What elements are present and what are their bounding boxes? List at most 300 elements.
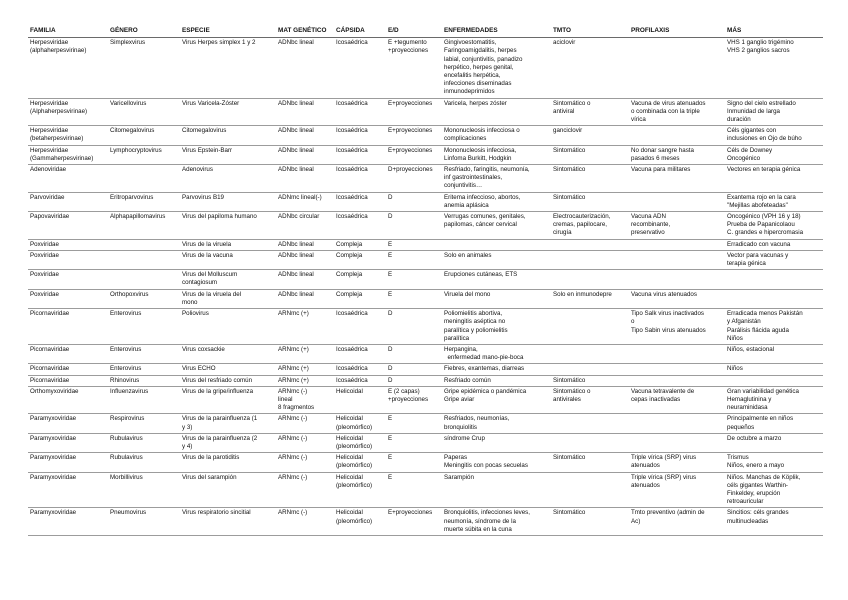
cell-line: Vector para vacunas y xyxy=(727,251,789,259)
cell-line: ADNbc lineal xyxy=(278,251,314,259)
cell-mat-genetico xyxy=(276,270,334,289)
cell-familia xyxy=(28,289,108,308)
cell-tmto xyxy=(551,414,629,433)
cell-line: Respirovirus xyxy=(110,415,145,423)
cell-line: encefalitis herpética, xyxy=(444,72,501,80)
cell-line: Icosaédrica xyxy=(336,213,368,221)
cell-e-d xyxy=(386,453,442,472)
cell-line: (pleomórfico) xyxy=(336,442,373,450)
cell-familia xyxy=(28,192,108,211)
cell-profilaxis xyxy=(629,289,725,308)
cell-genero xyxy=(108,472,180,508)
cell-line: 8 fragmentos xyxy=(278,404,315,412)
cell-profilaxis xyxy=(629,165,725,193)
cell-line: De octubre a marzo xyxy=(727,434,782,442)
cell-tmto xyxy=(551,386,629,414)
cell-enfermedades xyxy=(442,508,551,536)
cell-enfermedades xyxy=(442,212,551,240)
cell-line: Icosaédrica xyxy=(336,39,368,47)
cell-genero xyxy=(108,375,180,386)
cell-enfermedades xyxy=(442,364,551,375)
cell-line: enfermedad mano-pie-boca xyxy=(444,354,524,362)
cell-line: ADNbc lineal xyxy=(278,39,314,47)
cell-enfermedades xyxy=(442,414,551,433)
cell-line: ADNbc lineal xyxy=(278,240,314,248)
cell-capsida xyxy=(334,386,386,414)
table-row xyxy=(28,414,823,433)
cell-mat-genetico xyxy=(276,192,334,211)
cell-line: Virus de la gripe/influenza xyxy=(182,387,254,395)
cell-line: Poliomielitis abortiva, xyxy=(444,310,503,318)
cell-line: Varicela, herpes zóster xyxy=(444,99,507,107)
cell-line: conjuntivitis… xyxy=(444,182,483,190)
table-row xyxy=(28,98,823,126)
cell-line: Tipo Sabin virus atenuados xyxy=(631,326,706,334)
column-header-capsida: CÁPSIDA xyxy=(334,26,386,38)
cell-e-d xyxy=(386,126,442,145)
cell-line: contagiosum xyxy=(182,279,218,287)
table-row xyxy=(28,126,823,145)
cell-line: Citomegalovirus xyxy=(110,127,155,135)
cell-line: E xyxy=(388,454,393,462)
cell-line: E+proyecciones xyxy=(388,146,433,154)
cell-line: ADNbc lineal xyxy=(278,127,314,135)
cell-capsida xyxy=(334,126,386,145)
cell-line: Icosaédrica xyxy=(336,376,368,384)
cell-line: ARNmc (+) xyxy=(278,310,309,318)
cell-line: antiviral xyxy=(553,107,575,115)
table-body xyxy=(28,38,823,536)
cell-genero xyxy=(108,433,180,452)
cell-line: ARNmc (+) xyxy=(278,365,309,373)
cell-line: E +tegumento xyxy=(388,39,427,47)
cell-line: Niños xyxy=(727,365,743,373)
cell-especie xyxy=(180,145,276,164)
table-row xyxy=(28,433,823,452)
cell-genero xyxy=(108,250,180,269)
cell-mat-genetico xyxy=(276,472,334,508)
cell-familia xyxy=(28,375,108,386)
cell-tmto xyxy=(551,344,629,363)
cell-line: Gripe epidémica o pandémica xyxy=(444,387,527,395)
cell-line: Resfriado común xyxy=(444,376,491,384)
cell-line: Helicoidal xyxy=(336,415,363,423)
cell-line: Sintomático xyxy=(553,509,586,517)
column-header-enfermedades: ENFERMEDADES xyxy=(442,26,551,38)
cell-line: Paramyxoviridae xyxy=(30,434,77,442)
cell-line: Finkeldey, erupción xyxy=(727,489,781,497)
cell-line: Herpesviridae xyxy=(30,127,69,135)
cell-line: Virus del sarampión xyxy=(182,473,237,481)
cell-line: Fiebres, exantemas, diarreas xyxy=(444,365,525,373)
cell-line: Herpangina, xyxy=(444,345,478,353)
cell-line: anemia aplásica xyxy=(444,201,489,209)
cell-enfermedades xyxy=(442,344,551,363)
virus-classification-table xyxy=(28,26,823,536)
cell-line: Virus del Molluscum xyxy=(182,271,238,279)
cell-line: Virus Herpes simplex 1 y 2 xyxy=(182,39,256,47)
cell-line: Virus Varicela-Zóster xyxy=(182,99,240,107)
cell-enfermedades xyxy=(442,192,551,211)
cell-line: ADNmc lineal(-) xyxy=(278,193,322,201)
cell-especie xyxy=(180,344,276,363)
cell-line: Sintomático xyxy=(553,166,586,174)
cell-line: D xyxy=(388,365,393,373)
cell-line: Poxviridae xyxy=(30,290,59,298)
cell-capsida xyxy=(334,344,386,363)
cell-profilaxis xyxy=(629,364,725,375)
cell-line: Mononucleosis infecciosa, xyxy=(444,146,517,154)
cell-e-d xyxy=(386,212,442,240)
cell-line: multinucleadas xyxy=(727,517,769,525)
cell-enfermedades xyxy=(442,472,551,508)
cell-line: Parálisis flácida aguda xyxy=(727,326,789,334)
cell-line: Orthopoxvirus xyxy=(110,290,149,298)
cell-line: Triple vírica (SRP) virus xyxy=(631,473,697,481)
table-row xyxy=(28,270,823,289)
cell-line: síndrome Crup xyxy=(444,434,485,442)
cell-especie xyxy=(180,375,276,386)
cell-e-d xyxy=(386,250,442,269)
cell-especie xyxy=(180,239,276,250)
cell-line: Oncogénico (VPH 16 y 18) xyxy=(727,213,801,221)
cell-line: Virus de la parainfluenza (1 xyxy=(182,415,258,423)
cell-familia xyxy=(28,364,108,375)
cell-line: Sintomático xyxy=(553,454,586,462)
cell-profilaxis xyxy=(629,508,725,536)
cell-line: Icosaédrica xyxy=(336,345,368,353)
cell-line: Eritroparvovirus xyxy=(110,193,154,201)
cell-especie xyxy=(180,386,276,414)
column-header-profilaxis: PROFILAXIS xyxy=(629,26,725,38)
cell-line: Poxviridae xyxy=(30,271,59,279)
cell-mas xyxy=(725,239,823,250)
cell-profilaxis xyxy=(629,375,725,386)
cell-mat-genetico xyxy=(276,453,334,472)
cell-line: Herpesviridae xyxy=(30,99,69,107)
cell-line: ADNbc lineal xyxy=(278,99,314,107)
cell-mat-genetico xyxy=(276,309,334,345)
column-header-mas: MÁS xyxy=(725,26,823,38)
cell-mas xyxy=(725,472,823,508)
cell-familia xyxy=(28,433,108,452)
cell-line: cremas, papilocare, xyxy=(553,221,607,229)
cell-line: preservativo xyxy=(631,229,665,237)
cell-line: Poliovirus xyxy=(182,310,209,318)
cell-line: terapia génica xyxy=(727,260,766,268)
cell-line: Sintomático o xyxy=(553,387,591,395)
cell-mas xyxy=(725,508,823,536)
cell-genero xyxy=(108,98,180,126)
cell-line: Virus de la viruela xyxy=(182,240,232,248)
cell-line: paralítica xyxy=(444,334,470,342)
cell-line: +proyecciones xyxy=(388,47,429,55)
cell-profilaxis xyxy=(629,472,725,508)
table-header-row xyxy=(28,26,823,38)
cell-line: Compleja xyxy=(336,240,363,248)
cell-capsida xyxy=(334,165,386,193)
cell-mat-genetico xyxy=(276,344,334,363)
cell-e-d xyxy=(386,192,442,211)
table-row xyxy=(28,375,823,386)
cell-line: Picornaviridae xyxy=(30,310,70,318)
cell-line: Céls gigantes con xyxy=(727,127,777,135)
cell-line: céls gigantes Warthin- xyxy=(727,481,788,489)
cell-line: Morbillivirus xyxy=(110,473,143,481)
cell-mas xyxy=(725,453,823,472)
cell-familia xyxy=(28,98,108,126)
table-row xyxy=(28,344,823,363)
cell-familia xyxy=(28,126,108,145)
cell-mat-genetico xyxy=(276,126,334,145)
cell-line: Adenoviridae xyxy=(30,166,67,174)
cell-line: (Gammaherpesvirinae) xyxy=(30,154,94,162)
cell-line: ARNmc (-) xyxy=(278,473,308,481)
cell-tmto xyxy=(551,309,629,345)
table-row xyxy=(28,309,823,345)
cell-line: Parvovirus B19 xyxy=(182,193,224,201)
cell-capsida xyxy=(334,309,386,345)
cell-genero xyxy=(108,344,180,363)
cell-tmto xyxy=(551,270,629,289)
cell-line: Helicoidal xyxy=(336,473,363,481)
cell-line: ADNbc lineal xyxy=(278,166,314,174)
cell-capsida xyxy=(334,98,386,126)
cell-e-d xyxy=(386,364,442,375)
cell-line: Rubulavirus xyxy=(110,434,143,442)
cell-line: pequeños xyxy=(727,423,755,431)
cell-genero xyxy=(108,270,180,289)
cell-capsida xyxy=(334,508,386,536)
cell-line: Sintomático xyxy=(553,146,586,154)
cell-capsida xyxy=(334,270,386,289)
cell-profilaxis xyxy=(629,98,725,126)
cell-mas xyxy=(725,250,823,269)
cell-line: E xyxy=(388,290,393,298)
cell-mat-genetico xyxy=(276,414,334,433)
cell-line: (pleomórfico) xyxy=(336,481,373,489)
cell-capsida xyxy=(334,375,386,386)
cell-line: Sintomático o xyxy=(553,99,591,107)
cell-line: Linfoma Burkitt, Hodgkin xyxy=(444,154,512,162)
cell-line: Sincitios: céls grandes xyxy=(727,509,789,517)
cell-mas xyxy=(725,212,823,240)
cell-line: Vacuna de virus atenuados xyxy=(631,99,706,107)
cell-profilaxis xyxy=(629,126,725,145)
table-row xyxy=(28,192,823,211)
cell-familia xyxy=(28,270,108,289)
cell-line: E+proyecciones xyxy=(388,127,433,135)
cell-familia xyxy=(28,250,108,269)
cell-enfermedades xyxy=(442,145,551,164)
cell-especie xyxy=(180,98,276,126)
cell-especie xyxy=(180,270,276,289)
cell-tmto xyxy=(551,453,629,472)
table-row xyxy=(28,386,823,414)
cell-tmto xyxy=(551,364,629,375)
cell-enfermedades xyxy=(442,375,551,386)
cell-genero xyxy=(108,414,180,433)
cell-line: ARNmc (-) xyxy=(278,387,308,395)
cell-profilaxis xyxy=(629,239,725,250)
table-row xyxy=(28,364,823,375)
cell-especie xyxy=(180,38,276,98)
cell-line: D xyxy=(388,213,393,221)
cell-genero xyxy=(108,386,180,414)
cell-mas xyxy=(725,433,823,452)
cell-line: Solo en animales xyxy=(444,251,492,259)
cell-line: E+proyecciones xyxy=(388,509,433,517)
cell-profilaxis xyxy=(629,414,725,433)
cell-mas xyxy=(725,98,823,126)
cell-line: y 3) xyxy=(182,423,193,431)
column-header-genero: GÉNERO xyxy=(108,26,180,38)
cell-line: Varicellovirus xyxy=(110,99,147,107)
cell-line: Virus ECHO xyxy=(182,365,216,373)
cell-line: Herpesviridae xyxy=(30,146,69,154)
cell-line: Virus de la vacuna xyxy=(182,251,233,259)
cell-line: recombinante, xyxy=(631,221,671,229)
cell-line: E xyxy=(388,240,393,248)
cell-line: Icosaédrica xyxy=(336,166,368,174)
cell-line: (pleomórfico) xyxy=(336,423,373,431)
cell-especie xyxy=(180,250,276,269)
cell-line: Enterovirus xyxy=(110,345,142,353)
cell-tmto xyxy=(551,375,629,386)
cell-mat-genetico xyxy=(276,38,334,98)
cell-line: Enterovirus xyxy=(110,365,142,373)
cell-line: E xyxy=(388,434,393,442)
cell-familia xyxy=(28,344,108,363)
cell-profilaxis xyxy=(629,309,725,345)
cell-tmto xyxy=(551,165,629,193)
cell-line: D xyxy=(388,310,393,318)
cell-especie xyxy=(180,453,276,472)
table-row xyxy=(28,250,823,269)
cell-line: Resfriado, faringitis, neumonía, xyxy=(444,166,530,174)
cell-line: labial, conjuntivitis, panadizo xyxy=(444,55,523,63)
cell-mas xyxy=(725,165,823,193)
cell-line: duración xyxy=(727,116,751,124)
cell-capsida xyxy=(334,364,386,375)
cell-mat-genetico xyxy=(276,289,334,308)
cell-line: atenuados xyxy=(631,462,660,470)
cell-mas xyxy=(725,38,823,98)
cell-line: Icosaédrica xyxy=(336,127,368,135)
cell-line: E xyxy=(388,251,393,259)
cell-line: neuraminidasa xyxy=(727,404,768,412)
cell-capsida xyxy=(334,453,386,472)
cell-line: complicaciones xyxy=(444,135,487,143)
cell-line: Compleja xyxy=(336,290,363,298)
cell-profilaxis xyxy=(629,453,725,472)
cell-line: Virus respiratorio sincitial xyxy=(182,509,251,517)
cell-genero xyxy=(108,309,180,345)
cell-line: Orthomyxoviridae xyxy=(30,387,79,395)
cell-e-d xyxy=(386,375,442,386)
table-row xyxy=(28,212,823,240)
cell-line: Rubulavirus xyxy=(110,454,143,462)
cell-line: Erradicado con vacuna xyxy=(727,240,791,248)
cell-line: Faringoamigdalitis, herpes xyxy=(444,47,517,55)
cell-line: Signo del cielo estrellado xyxy=(727,99,796,107)
cell-capsida xyxy=(334,145,386,164)
cell-line: Erradicada menos Pakistán xyxy=(727,310,803,318)
cell-line: vírica xyxy=(631,116,646,124)
cell-familia xyxy=(28,414,108,433)
cell-especie xyxy=(180,309,276,345)
cell-tmto xyxy=(551,239,629,250)
cell-line: Papovaviridae xyxy=(30,213,70,221)
cell-enfermedades xyxy=(442,98,551,126)
cell-line: Citomegalovirus xyxy=(182,127,227,135)
cell-capsida xyxy=(334,239,386,250)
cell-e-d xyxy=(386,38,442,98)
cell-line: E xyxy=(388,415,393,423)
cell-tmto xyxy=(551,212,629,240)
cell-line: Tipo Salk virus inactivados xyxy=(631,310,705,318)
cell-profilaxis xyxy=(629,192,725,211)
cell-line: E xyxy=(388,473,393,481)
table-row xyxy=(28,508,823,536)
cell-line: "Mejillas abofeteadas" xyxy=(727,201,788,209)
cell-line: Virus de la viruela del xyxy=(182,290,242,298)
cell-line: Adenovirus xyxy=(182,166,213,174)
cell-line: Niños, estacional xyxy=(727,345,775,353)
cell-mas xyxy=(725,270,823,289)
cell-enfermedades xyxy=(442,453,551,472)
cell-e-d xyxy=(386,145,442,164)
cell-line: inf gastrointestinales, xyxy=(444,174,503,182)
cell-mas xyxy=(725,375,823,386)
cell-line: Icosaédrica xyxy=(336,365,368,373)
cell-line: Poxviridae xyxy=(30,251,59,259)
cell-line: +proyecciones xyxy=(388,395,429,403)
cell-line: Virus de la parainfluenza (2 xyxy=(182,434,258,442)
cell-enfermedades xyxy=(442,309,551,345)
cell-tmto xyxy=(551,98,629,126)
cell-enfermedades xyxy=(442,386,551,414)
cell-line: Icosaédrica xyxy=(336,146,368,154)
cell-line: Niños xyxy=(727,334,743,342)
cell-line: Enterovirus xyxy=(110,310,142,318)
table-row xyxy=(28,472,823,508)
cell-line: Paramyxoviridae xyxy=(30,415,77,423)
table-row xyxy=(28,453,823,472)
cell-line: ADNbc lineal xyxy=(278,271,314,279)
cell-capsida xyxy=(334,192,386,211)
cell-line: Paperas xyxy=(444,454,468,462)
cell-e-d xyxy=(386,165,442,193)
cell-genero xyxy=(108,126,180,145)
cell-line: Tmto preventivo (admin de xyxy=(631,509,705,517)
cell-line: aciclovir xyxy=(553,39,576,47)
cell-line: Principalmente en niños xyxy=(727,415,794,423)
cell-line: Rhinovirus xyxy=(110,376,140,384)
cell-genero xyxy=(108,145,180,164)
column-header-especie: ESPECIE xyxy=(180,26,276,38)
cell-mat-genetico xyxy=(276,364,334,375)
cell-enfermedades xyxy=(442,38,551,98)
cell-mas xyxy=(725,414,823,433)
cell-capsida xyxy=(334,289,386,308)
cell-mas xyxy=(725,386,823,414)
cell-familia xyxy=(28,508,108,536)
cell-line: Vacuna ADN xyxy=(631,213,666,221)
cell-line: Gripe aviar xyxy=(444,395,475,403)
cell-line: y Afganistán xyxy=(727,318,761,326)
cell-enfermedades xyxy=(442,165,551,193)
